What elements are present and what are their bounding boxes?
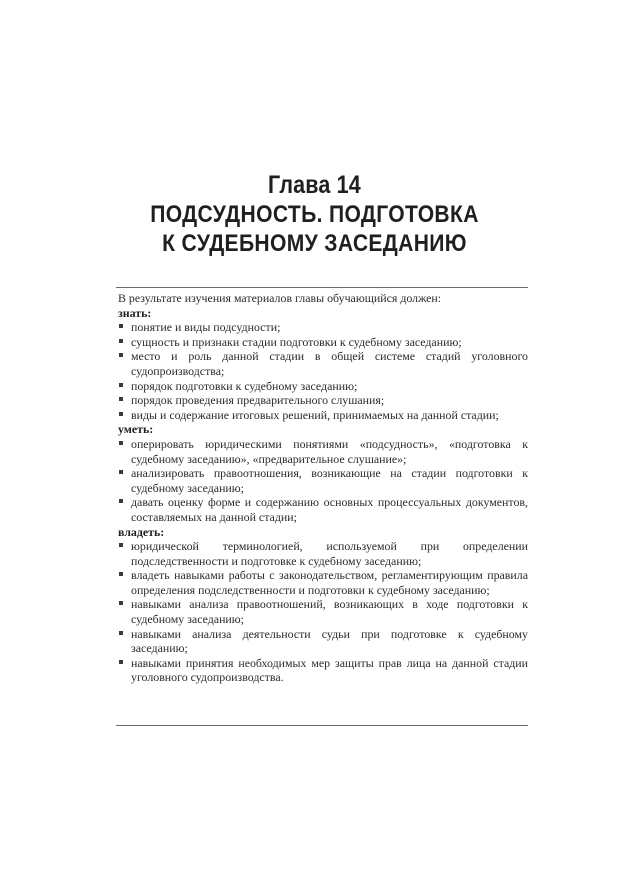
section-label-master: владеть: bbox=[118, 524, 165, 539]
bullet-icon bbox=[119, 339, 123, 343]
list-item: место и роль данной стадии в общей системе стадий уголовного судопроизводства; bbox=[118, 349, 528, 378]
list-item: юридической терминологией, используемой при определении подследственности и подготовке к судебному заседанию; bbox=[118, 539, 528, 568]
section-label-know: знать: bbox=[118, 305, 152, 320]
chapter-title-line-2: К СУДЕБНОМУ ЗАСЕДАНИЮ bbox=[162, 230, 467, 257]
list-item: навыками принятия необходимых мер защиты прав лица на данной стадии уголовного судопроизводства. bbox=[118, 656, 528, 685]
list-item: давать оценку форме и содержанию основных процессуальных документов, составляемых на данной стадии; bbox=[118, 495, 528, 524]
list-item: владеть навыками работы с законодательством, регламентирующим правила определения подследственности и подготовки к судебному заседанию; bbox=[118, 568, 528, 597]
list-item: порядок подготовки к судебному заседанию; bbox=[118, 379, 528, 394]
top-divider bbox=[116, 287, 528, 288]
bullet-icon bbox=[119, 412, 123, 416]
master-list bbox=[118, 539, 528, 685]
list-item: анализировать правоотношения, возникающие на стадии подготовки к судебному заседанию; bbox=[118, 466, 528, 495]
bullet-icon bbox=[119, 631, 123, 635]
learning-objectives-box bbox=[118, 291, 528, 685]
list-item: виды и содержание итоговых решений, принимаемых на данной стадии; bbox=[118, 408, 528, 423]
bottom-divider bbox=[116, 725, 528, 726]
bullet-icon bbox=[119, 397, 123, 401]
know-list bbox=[118, 320, 528, 422]
list-item: навыками анализа деятельности судьи при подготовке к судебному заседанию; bbox=[118, 627, 528, 656]
list-item: порядок проведения предварительного слушания; bbox=[118, 393, 528, 408]
bullet-icon bbox=[119, 470, 123, 474]
list-item: навыками анализа правоотношений, возникающих в ходе подготовки к судебному заседанию; bbox=[118, 597, 528, 626]
bullet-icon bbox=[119, 499, 123, 503]
bullet-icon bbox=[119, 441, 123, 445]
section-label-able: уметь: bbox=[118, 422, 154, 437]
bullet-icon bbox=[119, 572, 123, 576]
able-list bbox=[118, 437, 528, 525]
bullet-icon bbox=[119, 660, 123, 664]
chapter-heading bbox=[44, 170, 585, 258]
bullet-icon bbox=[119, 601, 123, 605]
list-item: понятие и виды подсудности; bbox=[118, 320, 528, 335]
bullet-icon bbox=[119, 324, 123, 328]
list-item: сущность и признаки стадии подготовки к судебному заседанию; bbox=[118, 335, 528, 350]
bullet-icon bbox=[119, 353, 123, 357]
chapter-title-line-1: ПОДСУДНОСТЬ. ПОДГОТОВКА bbox=[150, 201, 479, 228]
list-item: оперировать юридическими понятиями «подсудность», «подготовка к судебному заседанию», «предварительное слушание»; bbox=[118, 437, 528, 466]
bullet-icon bbox=[119, 383, 123, 387]
objectives-intro: В результате изучения материалов главы обучающийся должен: bbox=[118, 291, 442, 305]
bullet-icon bbox=[119, 543, 123, 547]
chapter-number: Глава 14 bbox=[268, 171, 361, 199]
